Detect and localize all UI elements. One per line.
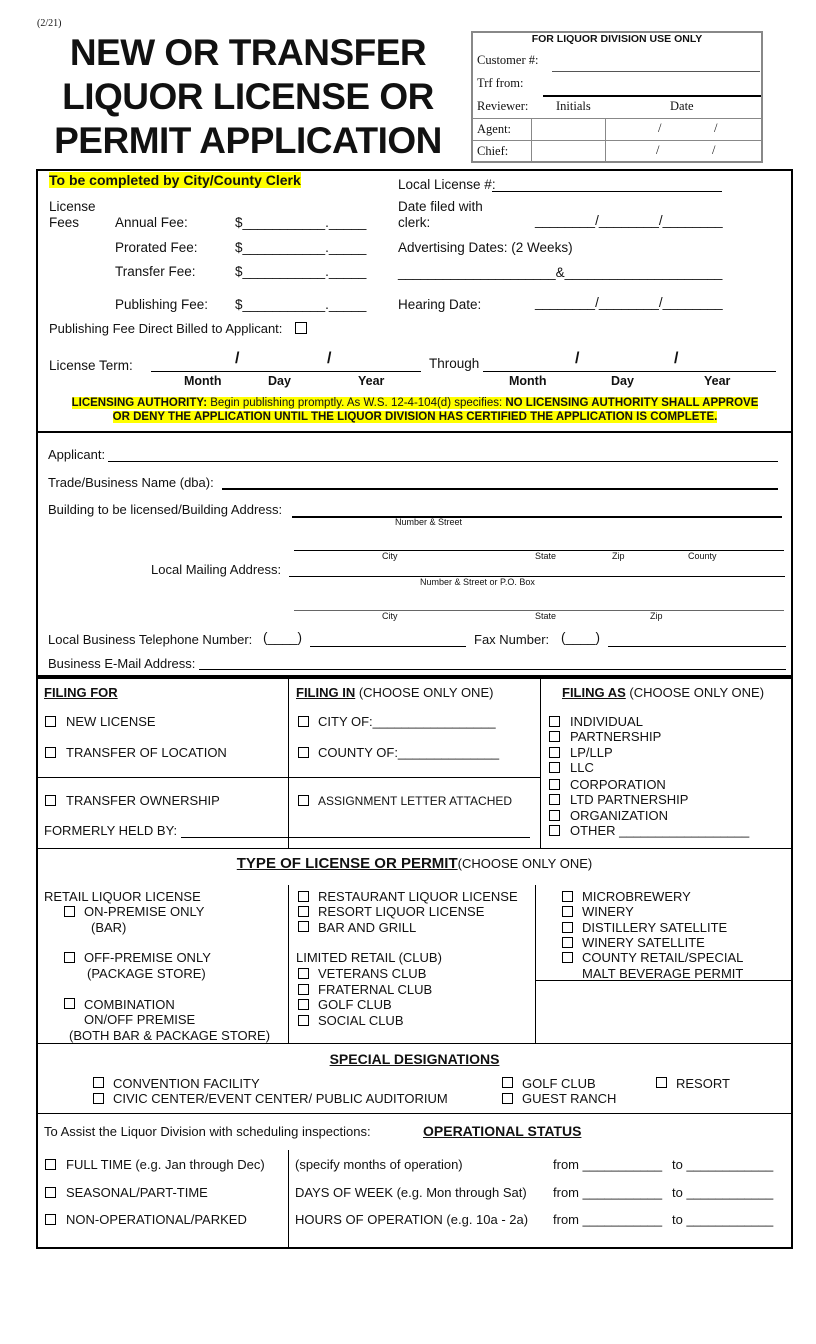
form-title-line-3: PERMIT APPLICATION [54, 120, 442, 161]
filing-as-checkbox[interactable] [549, 794, 560, 805]
slash: / [575, 350, 580, 367]
dba-field[interactable] [222, 488, 778, 490]
slash: / [327, 350, 332, 367]
microbrewery-checkbox[interactable] [562, 922, 573, 933]
club-checkbox[interactable] [298, 984, 309, 995]
agent-label: Agent: [477, 122, 512, 136]
prorated-fee-field[interactable]: $___________._____ [235, 240, 367, 255]
notice-emphasis: NO LICENSING AUTHORITY SHALL APPROVE [505, 397, 759, 409]
choose-one-note: (CHOOSE ONLY ONE) [358, 685, 494, 700]
resort-label: RESORT LIQUOR LICENSE [318, 904, 485, 919]
notice-label: LICENSING AUTHORITY: [71, 397, 208, 409]
agent-date-slash: / [714, 121, 718, 135]
publishing-fee-field[interactable]: $___________._____ [235, 297, 367, 312]
filing-as-label: FILING AS [562, 685, 626, 700]
operational-status-option: SEASONAL/PART-TIME [66, 1184, 208, 1200]
hearing-date-label: Hearing Date: [398, 297, 482, 312]
date-filed-field[interactable]: ________/________/________ [535, 213, 723, 228]
guest-ranch-label: GUEST RANCH [522, 1091, 617, 1106]
transfer-ownership-checkbox[interactable] [45, 795, 56, 806]
chief-label: Chief: [477, 144, 509, 158]
date-filed-label: clerk: [398, 215, 431, 230]
filing-as-checkbox[interactable] [549, 716, 560, 727]
microbrewery-option: WINERY [582, 904, 634, 920]
license-term-end-field[interactable] [483, 371, 776, 372]
through-label: Through [429, 356, 480, 371]
applicant-field[interactable] [108, 461, 778, 462]
off-premise-checkbox[interactable] [64, 952, 75, 963]
customer-field[interactable] [552, 71, 760, 72]
on-premise-checkbox[interactable] [64, 906, 75, 917]
mailing-address-field[interactable] [289, 576, 785, 577]
direct-billed-checkbox[interactable] [295, 322, 307, 334]
operational-status-option: NON-OPERATIONAL/PARKED [66, 1212, 247, 1227]
civic-center-checkbox[interactable] [93, 1093, 104, 1104]
civic-center-label: CIVIC CENTER/EVENT CENTER/ PUBLIC AUDITORIUM [113, 1091, 448, 1106]
convention-label: CONVENTION FACILITY [113, 1076, 260, 1091]
microbrewery-checkbox[interactable] [562, 952, 573, 963]
annual-fee-field[interactable]: $___________._____ [235, 215, 367, 230]
to-field[interactable]: to ____________ [672, 1212, 774, 1227]
customer-label: Customer #: [477, 53, 539, 67]
day-caption: Day [611, 374, 634, 388]
filing-as-checkbox[interactable] [549, 731, 560, 742]
license-fees-label: License [49, 199, 96, 214]
filing-as-heading [562, 685, 764, 700]
bar-grill-checkbox[interactable] [298, 921, 309, 932]
liquor-division-box [471, 31, 763, 163]
to-field[interactable]: to ____________ [672, 1157, 774, 1172]
club-option: FRATERNAL CLUB [318, 981, 433, 997]
licensing-authority-notice [40, 396, 790, 424]
from-field[interactable]: from ___________ [553, 1212, 663, 1227]
club-checkbox[interactable] [298, 968, 309, 979]
microbrewery-checkbox[interactable] [562, 906, 573, 917]
building-address-label: Building to be licensed/Building Address: [48, 502, 283, 517]
combination-checkbox[interactable] [64, 998, 75, 1009]
state-caption: State [535, 611, 557, 621]
hearing-date-field[interactable]: ________/________/________ [535, 295, 723, 310]
clerk-heading: To be completed by City/County Clerk [49, 172, 301, 188]
operational-spec-label: HOURS OF OPERATION (e.g. 10a - 2a) [295, 1212, 529, 1227]
limited-retail-heading [296, 950, 442, 965]
transfer-ownership-label: TRANSFER OWNERSHIP [66, 793, 220, 808]
club-option: VETERANS CLUB [318, 966, 427, 981]
form-title-line-2: LIQUOR LICENSE OR [62, 76, 434, 117]
convention-checkbox[interactable] [93, 1077, 104, 1088]
package-store-caption: (PACKAGE STORE) [87, 966, 206, 981]
microbrewery-checkbox[interactable] [562, 891, 573, 902]
filing-as-option: CORPORATION [570, 777, 666, 792]
year-caption: Year [704, 374, 731, 388]
special-designations-heading: SPECIAL DESIGNATIONS [329, 1051, 500, 1067]
county-caption: County [688, 551, 717, 561]
malt-beverage-caption: MALT BEVERAGE PERMIT [582, 966, 744, 981]
direct-billed-label: Publishing Fee Direct Billed to Applicant: [49, 321, 283, 336]
revision-date: (2/21) [37, 18, 62, 29]
day-caption: Day [268, 374, 291, 388]
date-filed-label: Date filed with [398, 199, 483, 214]
advertising-dates-field[interactable]: _____________________&_____________________ [398, 265, 723, 280]
filing-as-option[interactable]: OTHER __________________ [570, 823, 750, 838]
resort-designation-checkbox[interactable] [656, 1077, 667, 1088]
both-caption: (BOTH BAR & PACKAGE STORE) [69, 1028, 271, 1043]
filing-as-checkbox[interactable] [549, 779, 560, 790]
operational-intro: To Assist the Liquor Division with scheduling inspections: [44, 1124, 371, 1139]
fax-area-code[interactable]: (____) [561, 630, 601, 645]
operational-status-option: FULL TIME (e.g. Jan through Dec) [66, 1157, 265, 1172]
initials-header: Initials [556, 99, 591, 113]
operational-status-checkbox[interactable] [45, 1214, 56, 1225]
zip-caption: Zip [650, 611, 663, 621]
fax-field[interactable] [608, 646, 786, 647]
from-field[interactable]: from ___________ [553, 1157, 663, 1172]
filing-as-option: PARTNERSHIP [570, 729, 662, 744]
trf-from-label: Trf from: [477, 76, 524, 90]
golf-club-label: GOLF CLUB [522, 1076, 596, 1091]
license-type-title: TYPE OF LICENSE OR PERMIT [236, 855, 458, 872]
notice-text: Begin publishing promptly. As W.S. 12-4-104(d) specifies: [207, 397, 506, 409]
on-premise-label: ON-PREMISE ONLY [84, 904, 205, 919]
applicant-label: Applicant: [48, 447, 106, 462]
filing-as-option: ORGANIZATION [570, 808, 668, 823]
club-checkbox[interactable] [298, 1015, 309, 1026]
chief-date-slash: / [656, 143, 660, 157]
transfer-location-label: TRANSFER OF LOCATION [66, 745, 227, 760]
city-caption: City [382, 611, 398, 621]
operational-status-heading: OPERATIONAL STATUS [423, 1123, 582, 1139]
local-license-label: Local License #: [398, 177, 496, 192]
to-field[interactable]: to ____________ [672, 1184, 774, 1200]
filing-in-heading [296, 685, 493, 700]
zip-caption: Zip [612, 551, 625, 561]
license-term-label: License Term: [49, 358, 133, 373]
operational-spec-label: (specify months of operation) [295, 1157, 463, 1172]
annual-fee-label: Annual Fee: [115, 215, 188, 230]
division-box-heading: FOR LIQUOR DIVISION USE ONLY [531, 33, 703, 45]
from-field[interactable]: from ___________ [553, 1184, 663, 1200]
guest-ranch-checkbox[interactable] [502, 1093, 513, 1104]
agent-date-slash: / [658, 121, 662, 135]
city-caption: City [382, 551, 398, 561]
golf-club-checkbox[interactable] [502, 1077, 513, 1088]
club-option: GOLF CLUB [318, 997, 392, 1012]
building-address-field[interactable] [292, 516, 782, 518]
month-caption: Month [509, 374, 547, 388]
new-license-checkbox[interactable] [45, 716, 56, 727]
filing-as-option: LP/LLP [570, 745, 613, 760]
club-note: (CLUB) [394, 950, 442, 965]
reviewer-label: Reviewer: [477, 99, 529, 113]
phone-area-code[interactable]: (____) [263, 630, 303, 645]
mailing-address-label: Local Mailing Address: [151, 562, 282, 577]
year-caption: Year [358, 374, 385, 388]
on-off-premise-caption: ON/OFF PREMISE [84, 1012, 196, 1027]
email-label: Business E-Mail Address: [48, 656, 196, 671]
phone-field[interactable] [310, 646, 466, 647]
form-title-line-1: NEW OR TRANSFER [69, 32, 427, 73]
number-street-caption: Number & Street [395, 517, 463, 527]
publishing-fee-label: Publishing Fee: [115, 297, 209, 312]
license-term-start-field[interactable] [151, 371, 421, 372]
formerly-held-field[interactable] [181, 837, 530, 838]
filing-as-option: INDIVIDUAL [570, 714, 643, 729]
combination-label: COMBINATION [84, 997, 175, 1012]
prorated-fee-label: Prorated Fee: [115, 240, 198, 255]
choose-one-note: (CHOOSE ONLY ONE) [457, 856, 593, 871]
chief-date-slash: / [712, 143, 716, 157]
club-checkbox[interactable] [298, 999, 309, 1010]
operational-spec-label: DAYS OF WEEK (e.g. Mon through Sat) [295, 1184, 527, 1200]
limited-retail-label: LIMITED RETAIL [296, 950, 395, 965]
microbrewery-option: MICROBREWERY [582, 889, 691, 904]
retail-liquor-heading: RETAIL LIQUOR LICENSE [44, 889, 201, 904]
county-of-field[interactable]: COUNTY OF:______________ [318, 745, 500, 760]
slash: / [674, 350, 679, 367]
state-caption: State [535, 551, 557, 561]
club-option: SOCIAL CLUB [318, 1012, 404, 1028]
transfer-fee-field[interactable]: $___________._____ [235, 264, 367, 279]
city-of-checkbox[interactable] [298, 716, 309, 727]
date-header: Date [670, 99, 694, 113]
phone-label: Local Business Telephone Number: [48, 632, 253, 647]
trf-from-field[interactable] [543, 95, 761, 97]
local-license-field[interactable] [492, 191, 722, 192]
filing-for-heading: FILING FOR [44, 685, 118, 700]
bar-grill-label: BAR AND GRILL [318, 920, 417, 935]
notice-emphasis: OR DENY THE APPLICATION UNTIL THE LIQUOR DIVISION HAS CERTIFIED THE APPLICATION IS COMPLETE. [112, 411, 718, 423]
license-fees-label: Fees [49, 215, 80, 230]
microbrewery-option: WINERY SATELLITE [582, 934, 705, 950]
restaurant-label: RESTAURANT LIQUOR LICENSE [318, 889, 518, 904]
microbrewery-checkbox[interactable] [562, 937, 573, 948]
filing-as-checkbox[interactable] [549, 762, 560, 773]
month-caption: Month [184, 374, 222, 388]
assignment-letter-checkbox[interactable] [298, 795, 309, 806]
city-of-field[interactable]: CITY OF:_________________ [318, 714, 496, 729]
county-of-checkbox[interactable] [298, 747, 309, 758]
formerly-held-label: FORMERLY HELD BY: [44, 823, 178, 838]
number-street-po-caption: Number & Street or P.O. Box [420, 577, 535, 587]
new-license-label: NEW LICENSE [66, 714, 156, 729]
resort-checkbox[interactable] [298, 906, 309, 917]
license-type-heading [37, 855, 792, 872]
microbrewery-option: DISTILLERY SATELLITE [582, 919, 728, 935]
transfer-fee-label: Transfer Fee: [115, 264, 196, 279]
assignment-letter-label: ASSIGNMENT LETTER ATTACHED [318, 794, 513, 808]
filing-as-checkbox[interactable] [549, 810, 560, 821]
off-premise-label: OFF-PREMISE ONLY [84, 950, 211, 965]
advertising-dates-label: Advertising Dates: (2 Weeks) [398, 240, 573, 255]
operational-status-checkbox[interactable] [45, 1159, 56, 1170]
filing-as-checkbox[interactable] [549, 747, 560, 758]
microbrewery-option: COUNTY RETAIL/SPECIAL [582, 950, 744, 966]
bar-caption: (BAR) [91, 920, 127, 935]
filing-as-option: LTD PARTNERSHIP [570, 792, 689, 807]
slash: / [235, 350, 240, 367]
email-field[interactable] [199, 669, 786, 670]
transfer-location-checkbox[interactable] [45, 747, 56, 758]
dba-label: Trade/Business Name (dba): [48, 475, 214, 490]
filing-as-checkbox[interactable] [549, 825, 560, 836]
filing-in-label: FILING IN [296, 685, 356, 700]
filing-as-option: LLC [570, 760, 594, 775]
operational-status-checkbox[interactable] [45, 1187, 56, 1198]
resort-designation-label: RESORT [676, 1076, 730, 1091]
restaurant-checkbox[interactable] [298, 891, 309, 902]
choose-one-note: (CHOOSE ONLY ONE) [629, 685, 765, 700]
fax-label: Fax Number: [474, 632, 550, 647]
